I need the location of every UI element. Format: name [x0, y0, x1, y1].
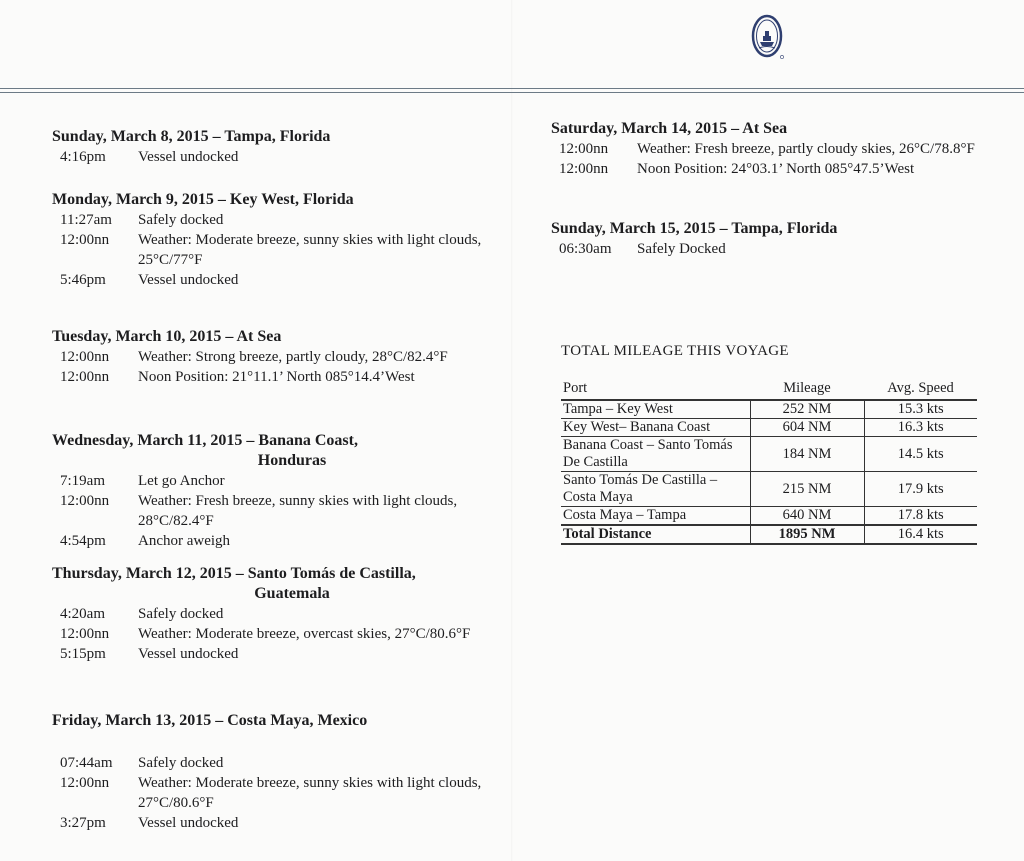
- entry-time: 12:00nn: [60, 775, 110, 791]
- day-title: [52, 564, 492, 604]
- log-entry: [551, 159, 991, 179]
- log-entry: [52, 230, 492, 270]
- total-mileage-cell: 1895 NM: [750, 525, 864, 544]
- entry-time: 12:00nn: [60, 493, 110, 509]
- entry-time: 12:00nn: [60, 349, 110, 365]
- mileage-total-row: [561, 525, 977, 544]
- log-entry: [52, 644, 492, 664]
- day-title-text: Thursday, March 12, 2015 – Santo Tomás de Castilla,: [52, 565, 416, 582]
- day-title-location: Honduras: [257, 452, 327, 469]
- mileage-section: [561, 343, 981, 545]
- day-block: [52, 711, 492, 833]
- day-title-text: Wednesday, March 11, 2015 – Banana Coast,: [52, 432, 358, 449]
- mileage-value-cell: 604 NM: [750, 419, 864, 437]
- day-title-text: Friday, March 13, 2015 – Costa Maya, Mexico: [52, 712, 368, 729]
- entry-time: 12:00nn: [60, 626, 110, 642]
- log-entry: [52, 147, 492, 167]
- entry-description: Safely Docked: [637, 241, 726, 257]
- entry-description: Safely docked: [138, 212, 224, 228]
- header-speed: Avg. Speed: [864, 380, 977, 400]
- log-entry: [52, 270, 492, 290]
- entry-time: 7:19am: [60, 473, 105, 489]
- entry-description: Noon Position: 24°03.1’ North 085°47.5’West: [637, 161, 915, 177]
- day-title: [52, 127, 492, 147]
- entry-description: Weather: Strong breeze, partly cloudy, 28°C/82.4°F: [138, 349, 448, 365]
- entry-description: Weather: Fresh breeze, partly cloudy skies, 26°C/78.8°F: [637, 141, 975, 157]
- entry-time: 12:00nn: [60, 232, 110, 248]
- day-title-location: Guatemala: [254, 585, 330, 602]
- day-title-text: Sunday, March 8, 2015 – Tampa, Florida: [52, 128, 331, 145]
- total-speed-cell: 16.4 kts: [864, 525, 977, 544]
- entry-description: Weather: Fresh breeze, sunny skies with light clouds, 28°C/82.4°F: [138, 493, 458, 529]
- entry-description: Safely docked: [138, 755, 224, 771]
- entry-time: 06:30am: [559, 241, 612, 257]
- day-title: [52, 711, 492, 731]
- entry-description: Vessel undocked: [138, 272, 239, 288]
- day-title: [52, 190, 492, 210]
- log-entry: [52, 491, 492, 531]
- entry-description: Weather: Moderate breeze, sunny skies with light clouds, 27°C/80.6°F: [138, 775, 482, 811]
- entry-description: Let go Anchor: [138, 473, 225, 489]
- entry-time: 4:16pm: [60, 149, 106, 165]
- entry-description: Noon Position: 21°11.1’ North 085°14.4’West: [138, 369, 415, 385]
- day-block: [52, 564, 492, 664]
- mileage-port-cell: Santo Tomás De Castilla – Costa Maya: [561, 472, 750, 507]
- header-rule-top: [0, 88, 1024, 89]
- log-entry: [52, 367, 492, 387]
- day-title: [551, 119, 991, 139]
- log-entry: [52, 773, 492, 813]
- log-entry: [52, 531, 492, 551]
- day-title: [551, 219, 991, 239]
- cruise-line-logo: [751, 12, 787, 60]
- mileage-row: [561, 437, 977, 472]
- mileage-value-cell: 215 NM: [750, 472, 864, 507]
- day-title: [52, 431, 492, 471]
- mileage-port-cell: Tampa – Key West: [561, 400, 750, 419]
- header-rule-bottom: [0, 92, 1024, 93]
- mileage-value-cell: 184 NM: [750, 437, 864, 472]
- log-entry: [52, 813, 492, 833]
- mileage-port-cell: Key West– Banana Coast: [561, 419, 750, 437]
- mileage-speed-cell: 15.3 kts: [864, 400, 977, 419]
- entry-time: 5:46pm: [60, 272, 106, 288]
- entry-time: 4:20am: [60, 606, 105, 622]
- entry-time: 07:44am: [60, 755, 113, 771]
- day-block: [52, 127, 492, 167]
- entry-time: 4:54pm: [60, 533, 106, 549]
- log-entry: [52, 471, 492, 491]
- log-entry: [551, 139, 991, 159]
- day-title-text: Monday, March 9, 2015 – Key West, Florida: [52, 191, 354, 208]
- header-mileage: Mileage: [750, 380, 864, 400]
- mileage-value-cell: 252 NM: [750, 400, 864, 419]
- day-title-text: Sunday, March 15, 2015 – Tampa, Florida: [551, 220, 838, 237]
- mileage-speed-cell: 14.5 kts: [864, 437, 977, 472]
- mileage-table: [561, 380, 977, 545]
- entry-description: Safely docked: [138, 606, 224, 622]
- entry-description: Vessel undocked: [138, 815, 239, 831]
- entry-time: 5:15pm: [60, 646, 106, 662]
- entry-time: 12:00nn: [60, 369, 110, 385]
- day-block: [551, 119, 991, 179]
- day-block: [52, 190, 492, 290]
- day-block: [52, 327, 492, 387]
- entry-description: Weather: Moderate breeze, sunny skies with light clouds, 25°C/77°F: [138, 232, 482, 268]
- log-entry: [52, 347, 492, 367]
- log-entry: [52, 753, 492, 773]
- log-entry: [52, 604, 492, 624]
- mileage-header-row: [561, 380, 977, 400]
- log-entry: [52, 624, 492, 644]
- entry-time: 12:00nn: [559, 141, 609, 157]
- entry-time: 12:00nn: [559, 161, 609, 177]
- day-title-text: Tuesday, March 10, 2015 – At Sea: [52, 328, 282, 345]
- day-block: [52, 431, 492, 551]
- log-entry: [551, 239, 991, 259]
- page-fold: [511, 0, 513, 861]
- total-label-cell: Total Distance: [561, 525, 750, 544]
- mileage-speed-cell: 16.3 kts: [864, 419, 977, 437]
- mileage-row: [561, 507, 977, 526]
- entry-time: 3:27pm: [60, 815, 106, 831]
- mileage-speed-cell: 17.8 kts: [864, 507, 977, 526]
- entry-description: Vessel undocked: [138, 149, 239, 165]
- mileage-row: [561, 400, 977, 419]
- day-title-text: Saturday, March 14, 2015 – At Sea: [551, 120, 788, 137]
- mileage-port-cell: Costa Maya – Tampa: [561, 507, 750, 526]
- mileage-title: TOTAL MILEAGE THIS VOYAGE: [561, 343, 789, 359]
- mileage-row: [561, 419, 977, 437]
- day-title: [52, 327, 492, 347]
- log-entry: [52, 210, 492, 230]
- mileage-speed-cell: 17.9 kts: [864, 472, 977, 507]
- entry-description: Vessel undocked: [138, 646, 239, 662]
- day-block: [551, 219, 991, 259]
- header-port: Port: [561, 380, 750, 400]
- mileage-port-cell: Banana Coast – Santo Tomás De Castilla: [561, 437, 750, 472]
- entry-description: Anchor aweigh: [138, 533, 231, 549]
- mileage-value-cell: 640 NM: [750, 507, 864, 526]
- entry-description: Weather: Moderate breeze, overcast skies, 27°C/80.6°F: [138, 626, 471, 642]
- mileage-row: [561, 472, 977, 507]
- entry-time: 11:27am: [60, 212, 112, 228]
